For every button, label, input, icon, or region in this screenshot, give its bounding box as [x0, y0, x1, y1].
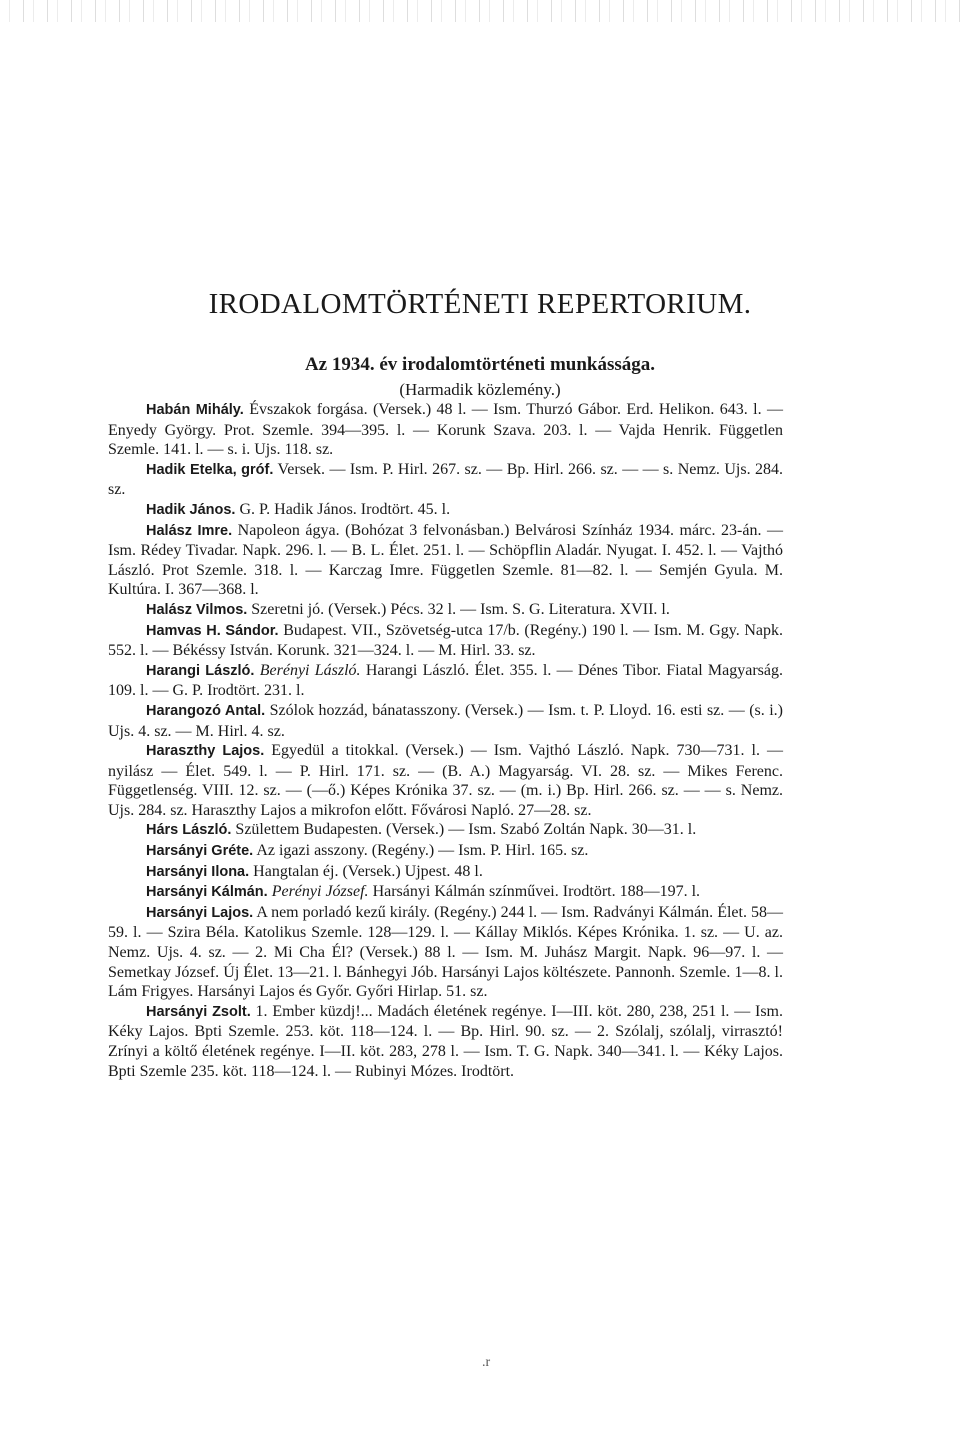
- entry: [108, 741, 783, 820]
- entry-text: Harsányi Kálmán színművei. Irodtört. 188—197. l.: [368, 883, 701, 901]
- entry: [108, 600, 783, 621]
- entry-text: Hangtalan éj. (Versek.) Ujpest. 48 l.: [249, 862, 483, 880]
- page-title: IRODALOMTÖRTÉNETI REPERTORIUM.: [208, 288, 752, 320]
- entry-author: Harsányi Ilona.: [146, 863, 250, 880]
- entry-text: Egyedül a titokkal. (Versek.) — Ism. Vajthó László. Napk. 730—731. l. — nyilász — Élet. 549. l. — P. Hirl. 171. sz. — (B. A.) Magyarság. VI. 28. sz. — Mikes Ferenc. Függetlenség. VIII. 12. sz. — (—ő.) Képes Krónika 37. sz. — (m. i.) Bp. Hirl. 266. sz. — — s. Nemz. Ujs. 284. sz. Haraszthy Lajos a mikrofon előtt. Fővárosi Napló. 27—28. sz.: [108, 742, 783, 819]
- entry: [108, 460, 783, 500]
- entry: [108, 621, 783, 661]
- entry-text: Az igazi asszony. (Regény.) — Ism. P. Hirl. 165. sz.: [253, 842, 589, 860]
- entry-text: Születtem Budapesten. (Versek.) — Ism. Szabó Zoltán Napk. 30—31. l.: [231, 821, 697, 839]
- entry: [108, 661, 783, 701]
- entry-italic-ref: Perényi József.: [271, 883, 369, 901]
- bibliography-entries: [108, 400, 783, 1081]
- entry-author: Hamvas H. Sándor.: [146, 622, 279, 639]
- entry-author: Hadik Etelka, gróf.: [146, 461, 274, 478]
- entry-text: A nem porladó kezű király. (Regény.) 244 l. — Ism. Radványi Kálmán. Élet. 58—59. l. — Szira Béla. Katolikus Szemle. 128—129. l. — Kállay Miklós. Képes Krónika. 1. sz. — U. az. Nemz. Ujs. 4. sz. — 2. Mi Cha Él? (Versek.) 88 l. — Ism. M. Juhász Margit. Napk. 96—97. l. — Semetkay József. Új Élet. 13—21. l. Bánhegyi Jób. Harsányi Lajos költészete. Pannonh. Szemle. 1—8. l. Lám Frigyes. Harsányi Lajos és Győr. Győri Hirlap. 51. sz.: [108, 903, 783, 1001]
- page-subtitle: Az 1934. év irodalomtörténeti munkássága.: [304, 354, 656, 375]
- entry-author: Harsányi Gréte.: [146, 843, 254, 860]
- entry-author: Harangi László.: [146, 662, 255, 679]
- entry-author: Harangozó Antal.: [146, 702, 266, 719]
- entry: [108, 1002, 783, 1081]
- entry-author: Habán Mihály.: [146, 402, 244, 418]
- entry-text: Szólok hozzád, bánatasszony. (Versek.) — Ism. t. P. Lloyd. 16. esti sz. — (s. i.) Ujs. 4. sz. — M. Hirl. 4. sz.: [108, 701, 783, 740]
- entry-author: Haraszthy Lajos.: [146, 743, 265, 760]
- page-mark: .r: [482, 1355, 491, 1370]
- entry: [108, 820, 783, 841]
- entry-author: Harsányi Lajos.: [146, 904, 254, 921]
- entry: [108, 903, 783, 1002]
- entry: [108, 882, 783, 903]
- installment-note: (Harmadik közlemény.): [399, 380, 561, 399]
- entry-text: Évszakok forgása. (Versek.) 48 l. — Ism. Thurzó Gábor. Erd. Helikon. 643. l. — Enyedy György. Prot. Szemle. 394—395. l. — Korunk Szava. 203. l. — Vajda Henrik. Független Szemle. 141. l. — s. i. Ujs. 118. sz.: [108, 401, 784, 459]
- entry-author: Halász Imre.: [146, 522, 233, 539]
- entry-author: Harsányi Kálmán.: [146, 884, 268, 901]
- entry-text: Harangi László. Élet. 355. l. — Dénes Tibor. Fiatal Magyarság. 109. l. — G. P. Irodtört. 231. l.: [108, 661, 784, 700]
- entry: [108, 862, 783, 883]
- entry-text: Napoleon ágya. (Bohózat 3 felvonásban.) Belvárosi Színház 1934. márc. 23-án. — Ism. Rédey Tivadar. Napk. 296. l. — B. L. Élet. 251. l. — Schöpflin Aladár. Nyugat. I. 452. l. — Vajthó László. Prot Szemle. 318. l. — Karczag Imre. Független Szemle. 81—82. l. — Semjén Gyula. M. Kultúra. I. 367—368. l.: [108, 521, 783, 599]
- entry-text: Budapest. VII., Szövetség-utca 17/b. (Regény.) 190 l. — Ism. M. Ggy. Napk. 552. l. — Békéssy István. Korunk. 321—324. l. — M. Hirl. 33. sz.: [108, 621, 783, 660]
- entry-text: G. P. Hadik János. Irodtört. 45. l.: [235, 500, 451, 518]
- entry-author: Hárs László.: [146, 822, 232, 839]
- entry-author: Harsányi Zsolt.: [146, 1003, 251, 1020]
- entry: [108, 500, 783, 521]
- entry: [108, 400, 783, 460]
- scan-border-noise: [0, 0, 960, 22]
- entry-text: 1. Ember küzdj!... Madách életének regénye. I—III. köt. 280, 238, 251 l. — Ism. Kéky Lajos. Bpti Szemle. 253. köt. 118—124. l. — Bp. Hirl. 90. sz. — 2. Szólalj, szólalj, virrasztó! Zrínyi a költő életének regénye. I—II. köt. 283, 278 l. — Ism. T. G. Napk. 340—341. l. — Kéky Lajos. Bpti Szemle 235. köt. 118—124. l. — Rubinyi Mózes. Irodtört.: [108, 1002, 784, 1080]
- entry: [108, 841, 783, 862]
- entry-italic-ref: Berényi László.: [259, 661, 361, 679]
- entry-text: Szeretni jó. (Versek.) Pécs. 32 l. — Ism. S. G. Literatura. XVII. l.: [247, 600, 670, 618]
- entry: [108, 701, 783, 741]
- entry-author: Hadik János.: [146, 501, 236, 518]
- entry-text: Versek. — Ism. P. Hirl. 267. sz. — Bp. Hirl. 266. sz. — — s. Nemz. Ujs. 284. sz.: [108, 460, 784, 499]
- entry: [108, 521, 783, 600]
- entry-author: Halász Vilmos.: [146, 601, 248, 618]
